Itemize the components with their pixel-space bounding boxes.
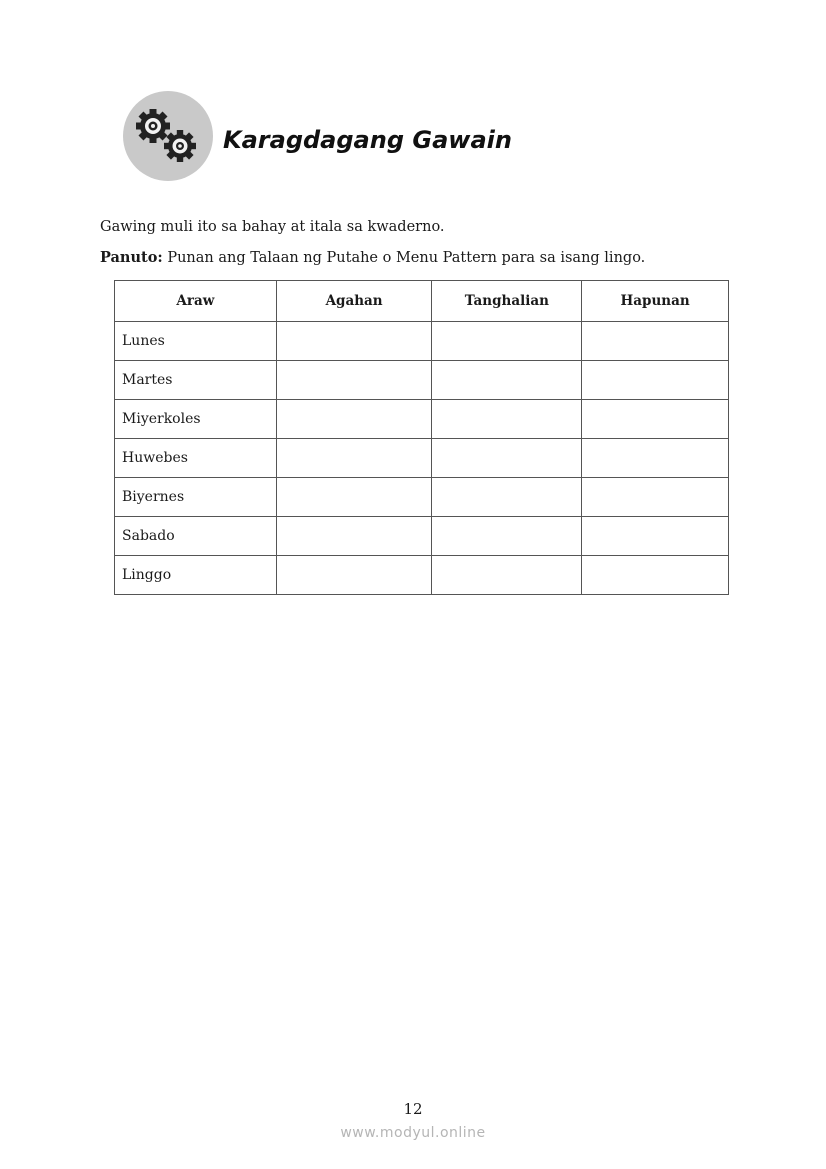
gears-icon <box>123 91 213 181</box>
tanghalian-cell[interactable] <box>432 556 582 595</box>
tanghalian-cell[interactable] <box>432 322 582 361</box>
table-header-row <box>115 281 729 322</box>
menu-pattern-table <box>114 280 729 595</box>
watermark: www.modyul.online <box>340 1125 486 1141</box>
instruction-text: Gawing muli ito sa bahay at itala sa kwaderno. <box>100 219 445 235</box>
hapunan-cell[interactable] <box>582 517 729 556</box>
page-title: Karagdagang Gawain <box>223 126 512 154</box>
column-header-tanghalian: Tanghalian <box>432 281 582 322</box>
hapunan-cell[interactable] <box>582 400 729 439</box>
column-header-hapunan: Hapunan <box>582 281 729 322</box>
hapunan-cell[interactable] <box>582 439 729 478</box>
table-row <box>115 517 729 556</box>
table-row <box>115 556 729 595</box>
hapunan-cell[interactable] <box>582 361 729 400</box>
day-cell: Huwebes <box>115 439 277 478</box>
agahan-cell[interactable] <box>276 439 432 478</box>
day-cell: Miyerkoles <box>115 400 277 439</box>
directions-label: Panuto: <box>100 249 163 266</box>
tanghalian-cell[interactable] <box>432 478 582 517</box>
tanghalian-cell[interactable] <box>432 400 582 439</box>
directions-text: Punan ang Talaan ng Putahe o Menu Pattern para sa isang lingo. <box>162 250 646 266</box>
table-row <box>115 322 729 361</box>
tanghalian-cell[interactable] <box>432 361 582 400</box>
directions <box>100 249 645 266</box>
table-row <box>115 439 729 478</box>
table-row <box>115 400 729 439</box>
day-cell: Martes <box>115 361 277 400</box>
hapunan-cell[interactable] <box>582 322 729 361</box>
tanghalian-cell[interactable] <box>432 517 582 556</box>
day-cell: Linggo <box>115 556 277 595</box>
agahan-cell[interactable] <box>276 556 432 595</box>
agahan-cell[interactable] <box>276 322 432 361</box>
hapunan-cell[interactable] <box>582 556 729 595</box>
tanghalian-cell[interactable] <box>432 439 582 478</box>
agahan-cell[interactable] <box>276 478 432 517</box>
column-header-araw: Araw <box>115 281 277 322</box>
table-row <box>115 361 729 400</box>
agahan-cell[interactable] <box>276 517 432 556</box>
hapunan-cell[interactable] <box>582 478 729 517</box>
agahan-cell[interactable] <box>276 400 432 439</box>
agahan-cell[interactable] <box>276 361 432 400</box>
section-header <box>123 91 512 181</box>
page-number: 12 <box>403 1100 423 1118</box>
column-header-agahan: Agahan <box>276 281 432 322</box>
day-cell: Biyernes <box>115 478 277 517</box>
table-row <box>115 478 729 517</box>
day-cell: Lunes <box>115 322 277 361</box>
day-cell: Sabado <box>115 517 277 556</box>
